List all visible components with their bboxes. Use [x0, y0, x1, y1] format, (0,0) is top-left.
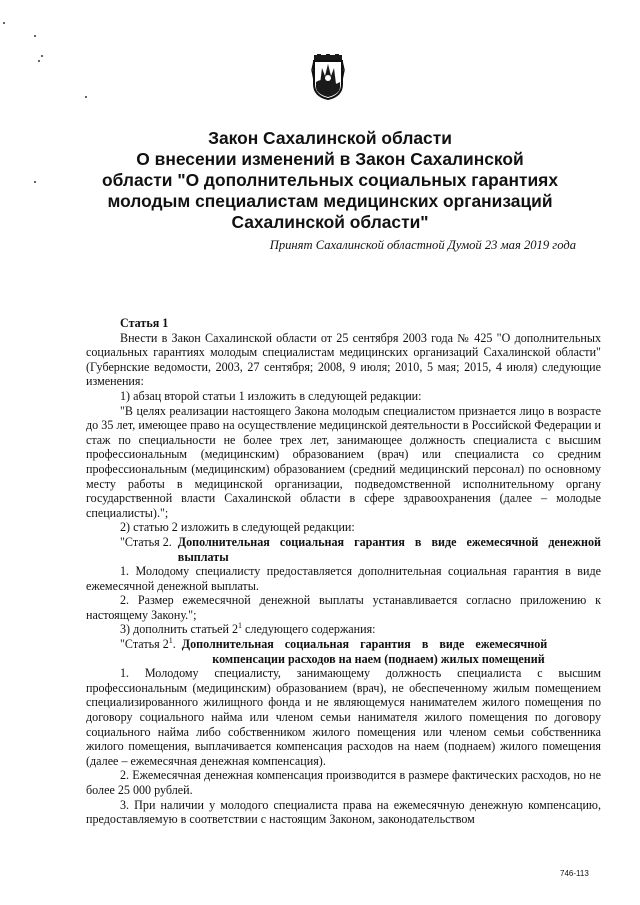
article-2-1-prefix [86, 637, 176, 652]
item-3-lead-start: 3) дополнить статьей 2 [120, 622, 239, 637]
article-2-1-paragraph-3: 3. При наличии у молодого специалиста права на ежемесячную денежную компенсацию, предоставляемую в соответствии с настоящим Законом, законодательством [86, 797, 601, 827]
item-3-lead [86, 622, 601, 637]
article-2-1-paragraph-2: 2. Ежемесячная денежная компенсация производится в размере фактических расходов, но не более 25 000 рублей. [86, 768, 601, 797]
article-2-paragraph-2: 2. Размер ежемесячной денежной выплаты устанавливается согласно приложению к настоящему Закону."; [86, 593, 601, 622]
article-2-paragraph-1: 1. Молодому специалисту предоставляется дополнительная социальная гарантия в виде ежемесячной денежной выплаты. [86, 564, 601, 593]
article-2-1-superscript: 1 [168, 636, 173, 646]
law-title [60, 128, 600, 233]
item-2-lead: 2) статью 2 изложить в следующей редакции: [120, 520, 355, 535]
article-2-1-title-line-2: компенсации расходов на наем (поднаем) жилых помещений [212, 651, 545, 666]
law-body [86, 316, 601, 827]
article-2-1-paragraph-1: 1. Молодому специалисту, занимающему должность специалиста с высшим профессиональным (медицинским) образованием (врач), не обеспеченному жилым помещением специализированного жилищного фонда и не являющемуся нанимателем жилого помещения по договору социального найма или членом семьи нанимателя жилого помещения по договору социального найма либо собственником жилого помещения или членом семьи собственника жилого помещения, выплачивается компенсация расходов на наем (поднаем) жилого помещения (далее – ежемесячная денежная компенсация). [86, 666, 601, 768]
item-3-lead-end: следующего содержания: [242, 622, 376, 637]
title-line-2: О внесении изменений в Закон Сахалинской [136, 149, 524, 169]
adoption-note: Принят Сахалинской областной Думой 23 мая 2019 года [269, 238, 576, 252]
article-heading: Статья 1 [120, 316, 169, 330]
title-line-1: Закон Сахалинской области [208, 128, 452, 148]
article-2-prefix: "Статья 2. [120, 534, 172, 549]
article-2-1-heading [86, 637, 601, 652]
title-line-4: молодым специалистам медицинских организаций [107, 191, 553, 211]
sakhalin-coat-of-arms-icon [311, 54, 345, 100]
article-2-1-prefix-text: "Статья 2 [120, 637, 169, 652]
item-3-superscript: 1 [238, 621, 243, 631]
title-line-3: области "О дополнительных социальных гарантиях [101, 170, 559, 190]
article-2-title: Дополнительная социальная гарантия в виде ежемесячной денежной выплаты [177, 534, 601, 564]
item-1-quote: "В целях реализации настоящего Закона молодым специалистом признается лицо в возрасте до 35 лет, имеющее право на осуществление медицинской деятельности в Российской Федерации и стаж по специальности не более трех лет, занимающее должность специалиста с высшим профессиональным (медицинским) образованием (врач) или специалиста со средним профессиональным (медицинским) образованием (средний медицинский персонал) по основному месту работы в медицинской организации, подведомственной исполнительному органу государственной власти Сахалинской области в сфере здравоохранения (далее – молодые специалисты)."; [86, 403, 601, 520]
title-line-5: Сахалинской области" [231, 212, 429, 232]
article-2-1-prefix-dot: . [172, 637, 176, 652]
article-2-heading [86, 535, 601, 564]
document-code: 746-113 [560, 869, 589, 878]
item-1-lead: 1) абзац второй статьи 1 изложить в следующей редакции: [120, 388, 422, 403]
article-2-1-title-line-1: Дополнительная социальная гарантия в виде ежемесячной [181, 637, 548, 652]
article-intro: Внести в Закон Сахалинской области от 25 сентября 2003 года № 425 "О дополнительных социальных гарантиях молодым специалистам медицинских организаций Сахалинской области" (Губернские ведомости, 2003, 27 сентября; 2008, 9 июля; 2010, 5 мая; 2015, 4 июля) следующие изменения: [86, 330, 601, 389]
